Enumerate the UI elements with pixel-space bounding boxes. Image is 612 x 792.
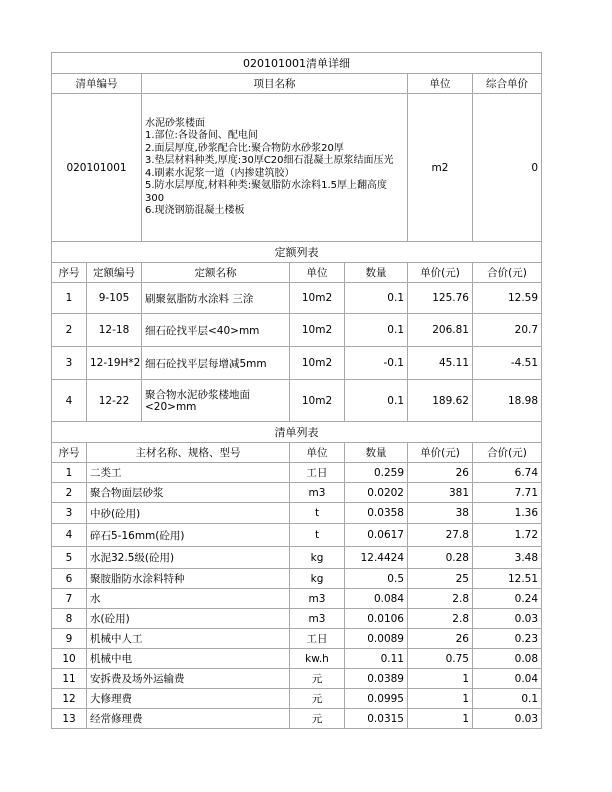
quota-header: 定额编号 bbox=[87, 263, 142, 283]
quota-cell: 45.11 bbox=[408, 347, 473, 380]
material-row bbox=[52, 629, 542, 649]
material-cell: 机械中电 bbox=[87, 649, 290, 669]
materials-header: 序号 bbox=[52, 443, 87, 463]
quota-row bbox=[52, 283, 542, 314]
material-cell: 经常修理费 bbox=[87, 709, 290, 729]
quota-row bbox=[52, 314, 542, 347]
material-cell: 26 bbox=[408, 463, 473, 483]
material-cell: 安拆费及场外运输费 bbox=[87, 669, 290, 689]
material-cell: 0.28 bbox=[408, 547, 473, 569]
material-cell: 0.0106 bbox=[345, 609, 408, 629]
material-row bbox=[52, 589, 542, 609]
bill-header-row bbox=[52, 74, 542, 94]
bill-desc-line: 3.垫层材料种类,厚度:30厚C20细石混凝土原浆结面压光 bbox=[145, 155, 394, 166]
material-cell: 大修理费 bbox=[87, 689, 290, 709]
material-cell: 0.0389 bbox=[345, 669, 408, 689]
material-cell: 1 bbox=[408, 709, 473, 729]
material-cell: t bbox=[290, 503, 345, 524]
material-cell: 381 bbox=[408, 483, 473, 503]
material-cell: 机械中人工 bbox=[87, 629, 290, 649]
material-row bbox=[52, 569, 542, 589]
quota-cell: -0.1 bbox=[345, 347, 408, 380]
bill-header-unit: 单位 bbox=[408, 74, 473, 94]
bill-desc-line: 1.部位:各设备间、配电间 bbox=[145, 130, 258, 141]
quota-cell: 刷聚氨脂防水涂料 三涂 bbox=[142, 283, 290, 314]
material-cell: 0.0315 bbox=[345, 709, 408, 729]
material-cell: 2.8 bbox=[408, 589, 473, 609]
material-cell: 27.8 bbox=[408, 524, 473, 547]
material-cell: 水 bbox=[87, 589, 290, 609]
bill-unit: m2 bbox=[408, 94, 473, 242]
materials-header: 合价(元) bbox=[473, 443, 542, 463]
quota-cell: 12-18 bbox=[87, 314, 142, 347]
material-cell: 元 bbox=[290, 669, 345, 689]
material-cell: 10 bbox=[52, 649, 87, 669]
bill-header-name: 项目名称 bbox=[142, 74, 408, 94]
material-cell: 38 bbox=[408, 503, 473, 524]
quota-header: 定额名称 bbox=[142, 263, 290, 283]
material-cell: 12.51 bbox=[473, 569, 542, 589]
material-cell: 5 bbox=[52, 547, 87, 569]
material-cell: 0.1 bbox=[473, 689, 542, 709]
material-cell: 26 bbox=[408, 629, 473, 649]
material-cell: 0.0358 bbox=[345, 503, 408, 524]
materials-header-row bbox=[52, 443, 542, 463]
bill-desc-line: 6.现浇钢筋混凝土楼板 bbox=[145, 205, 245, 216]
quota-header-row bbox=[52, 263, 542, 283]
material-cell: 3 bbox=[52, 503, 87, 524]
quota-cell: 10m2 bbox=[290, 283, 345, 314]
material-cell: m3 bbox=[290, 609, 345, 629]
quota-cell: 125.76 bbox=[408, 283, 473, 314]
quota-cell: 10m2 bbox=[290, 347, 345, 380]
quota-row bbox=[52, 380, 542, 422]
material-cell: kw.h bbox=[290, 649, 345, 669]
material-cell: m3 bbox=[290, 589, 345, 609]
material-cell: 0.0089 bbox=[345, 629, 408, 649]
material-cell: 25 bbox=[408, 569, 473, 589]
material-row bbox=[52, 547, 542, 569]
material-cell: 1 bbox=[52, 463, 87, 483]
quota-cell: 聚合物水泥砂浆楼地面<20>mm bbox=[142, 380, 290, 422]
bill-desc-line: 4.刷素水泥浆一道（内掺建筑胶） bbox=[145, 167, 295, 179]
material-cell: 工日 bbox=[290, 463, 345, 483]
material-cell: 元 bbox=[290, 689, 345, 709]
material-cell: 水(砼用) bbox=[87, 609, 290, 629]
quota-cell: 3 bbox=[52, 347, 87, 380]
material-cell: kg bbox=[290, 547, 345, 569]
bill-detail-table bbox=[51, 52, 542, 729]
materials-header: 单价(元) bbox=[408, 443, 473, 463]
material-cell: 4 bbox=[52, 524, 87, 547]
material-cell: 11 bbox=[52, 669, 87, 689]
quota-header: 单价(元) bbox=[408, 263, 473, 283]
material-cell: 工日 bbox=[290, 629, 345, 649]
material-cell: 0.04 bbox=[473, 669, 542, 689]
quota-cell: 1 bbox=[52, 283, 87, 314]
quota-cell: 0.1 bbox=[345, 314, 408, 347]
quota-row bbox=[52, 347, 542, 380]
material-cell: 1.72 bbox=[473, 524, 542, 547]
bill-description bbox=[142, 94, 408, 242]
material-cell: 碎石5-16mm(砼用) bbox=[87, 524, 290, 547]
material-cell: 12.4424 bbox=[345, 547, 408, 569]
bill-desc-line: 2.面层厚度,砂浆配合比:聚合物防水砂浆20厚 bbox=[145, 142, 344, 154]
materials-header: 单位 bbox=[290, 443, 345, 463]
material-cell: 二类工 bbox=[87, 463, 290, 483]
quota-header: 数量 bbox=[345, 263, 408, 283]
quota-cell: 20.7 bbox=[473, 314, 542, 347]
bill-header-code: 清单编号 bbox=[52, 74, 142, 94]
bill-desc-line: 5.防水层厚度,材料种类:聚氨脂防水涂料1.5厚上翻高度300 bbox=[145, 180, 387, 204]
material-cell: 2.8 bbox=[408, 609, 473, 629]
material-cell: 7.71 bbox=[473, 483, 542, 503]
quota-header: 合价(元) bbox=[473, 263, 542, 283]
quota-cell: 12-22 bbox=[87, 380, 142, 422]
quota-cell: 细石砼找平层每增减5mm bbox=[142, 347, 290, 380]
material-cell: 0.0995 bbox=[345, 689, 408, 709]
material-row bbox=[52, 709, 542, 729]
material-row bbox=[52, 609, 542, 629]
quota-header: 单位 bbox=[290, 263, 345, 283]
bill-code: 020101001 bbox=[52, 94, 142, 242]
material-cell: t bbox=[290, 524, 345, 547]
quota-cell: 18.98 bbox=[473, 380, 542, 422]
bill-desc-line: 水泥砂浆楼面 bbox=[145, 117, 205, 129]
material-cell: 0.0202 bbox=[345, 483, 408, 503]
material-row bbox=[52, 463, 542, 483]
quota-cell: 12-19H*2 bbox=[87, 347, 142, 380]
material-cell: 12 bbox=[52, 689, 87, 709]
bill-row bbox=[52, 94, 542, 242]
material-cell: 中砂(砼用) bbox=[87, 503, 290, 524]
quota-cell: 0.1 bbox=[345, 380, 408, 422]
material-cell: 8 bbox=[52, 609, 87, 629]
quota-header: 序号 bbox=[52, 263, 87, 283]
material-cell: 0.084 bbox=[345, 589, 408, 609]
material-cell: 0.5 bbox=[345, 569, 408, 589]
materials-header: 数量 bbox=[345, 443, 408, 463]
material-cell: 0.75 bbox=[408, 649, 473, 669]
material-cell: 13 bbox=[52, 709, 87, 729]
material-cell: 水泥32.5级(砼用) bbox=[87, 547, 290, 569]
quota-section-title: 定额列表 bbox=[52, 242, 542, 263]
material-row bbox=[52, 649, 542, 669]
material-cell: 聚胺脂防水涂料特种 bbox=[87, 569, 290, 589]
material-row bbox=[52, 483, 542, 503]
quota-cell: 10m2 bbox=[290, 380, 345, 422]
quota-cell: 4 bbox=[52, 380, 87, 422]
material-cell: 0.03 bbox=[473, 609, 542, 629]
material-cell: 元 bbox=[290, 709, 345, 729]
materials-list bbox=[52, 463, 542, 729]
material-cell: 0.08 bbox=[473, 649, 542, 669]
bill-price: 0 bbox=[473, 94, 542, 242]
material-cell: 0.03 bbox=[473, 709, 542, 729]
table-title: 020101001清单详细 bbox=[52, 53, 542, 74]
quota-cell: 2 bbox=[52, 314, 87, 347]
materials-section-title: 清单列表 bbox=[52, 422, 542, 443]
material-row bbox=[52, 689, 542, 709]
material-cell: 0.24 bbox=[473, 589, 542, 609]
quota-cell: 12.59 bbox=[473, 283, 542, 314]
materials-header: 主材名称、规格、型号 bbox=[87, 443, 290, 463]
material-cell: 聚合物面层砂浆 bbox=[87, 483, 290, 503]
material-cell: kg bbox=[290, 569, 345, 589]
material-cell: 1 bbox=[408, 669, 473, 689]
material-cell: 9 bbox=[52, 629, 87, 649]
material-cell: 6.74 bbox=[473, 463, 542, 483]
quota-cell: 206.81 bbox=[408, 314, 473, 347]
material-row bbox=[52, 669, 542, 689]
quota-cell: -4.51 bbox=[473, 347, 542, 380]
material-cell: 6 bbox=[52, 569, 87, 589]
material-cell: 7 bbox=[52, 589, 87, 609]
material-cell: 1.36 bbox=[473, 503, 542, 524]
material-cell: 1 bbox=[408, 689, 473, 709]
material-cell: m3 bbox=[290, 483, 345, 503]
material-cell: 3.48 bbox=[473, 547, 542, 569]
quota-cell: 189.62 bbox=[408, 380, 473, 422]
bill-header-price: 综合单价 bbox=[473, 74, 542, 94]
material-cell: 0.259 bbox=[345, 463, 408, 483]
quota-cell: 10m2 bbox=[290, 314, 345, 347]
quota-cell: 细石砼找平层<40>mm bbox=[142, 314, 290, 347]
material-cell: 0.23 bbox=[473, 629, 542, 649]
material-cell: 0.11 bbox=[345, 649, 408, 669]
material-row bbox=[52, 503, 542, 524]
material-cell: 0.0617 bbox=[345, 524, 408, 547]
material-row bbox=[52, 524, 542, 547]
quota-cell: 0.1 bbox=[345, 283, 408, 314]
material-cell: 2 bbox=[52, 483, 87, 503]
quota-cell: 9-105 bbox=[87, 283, 142, 314]
